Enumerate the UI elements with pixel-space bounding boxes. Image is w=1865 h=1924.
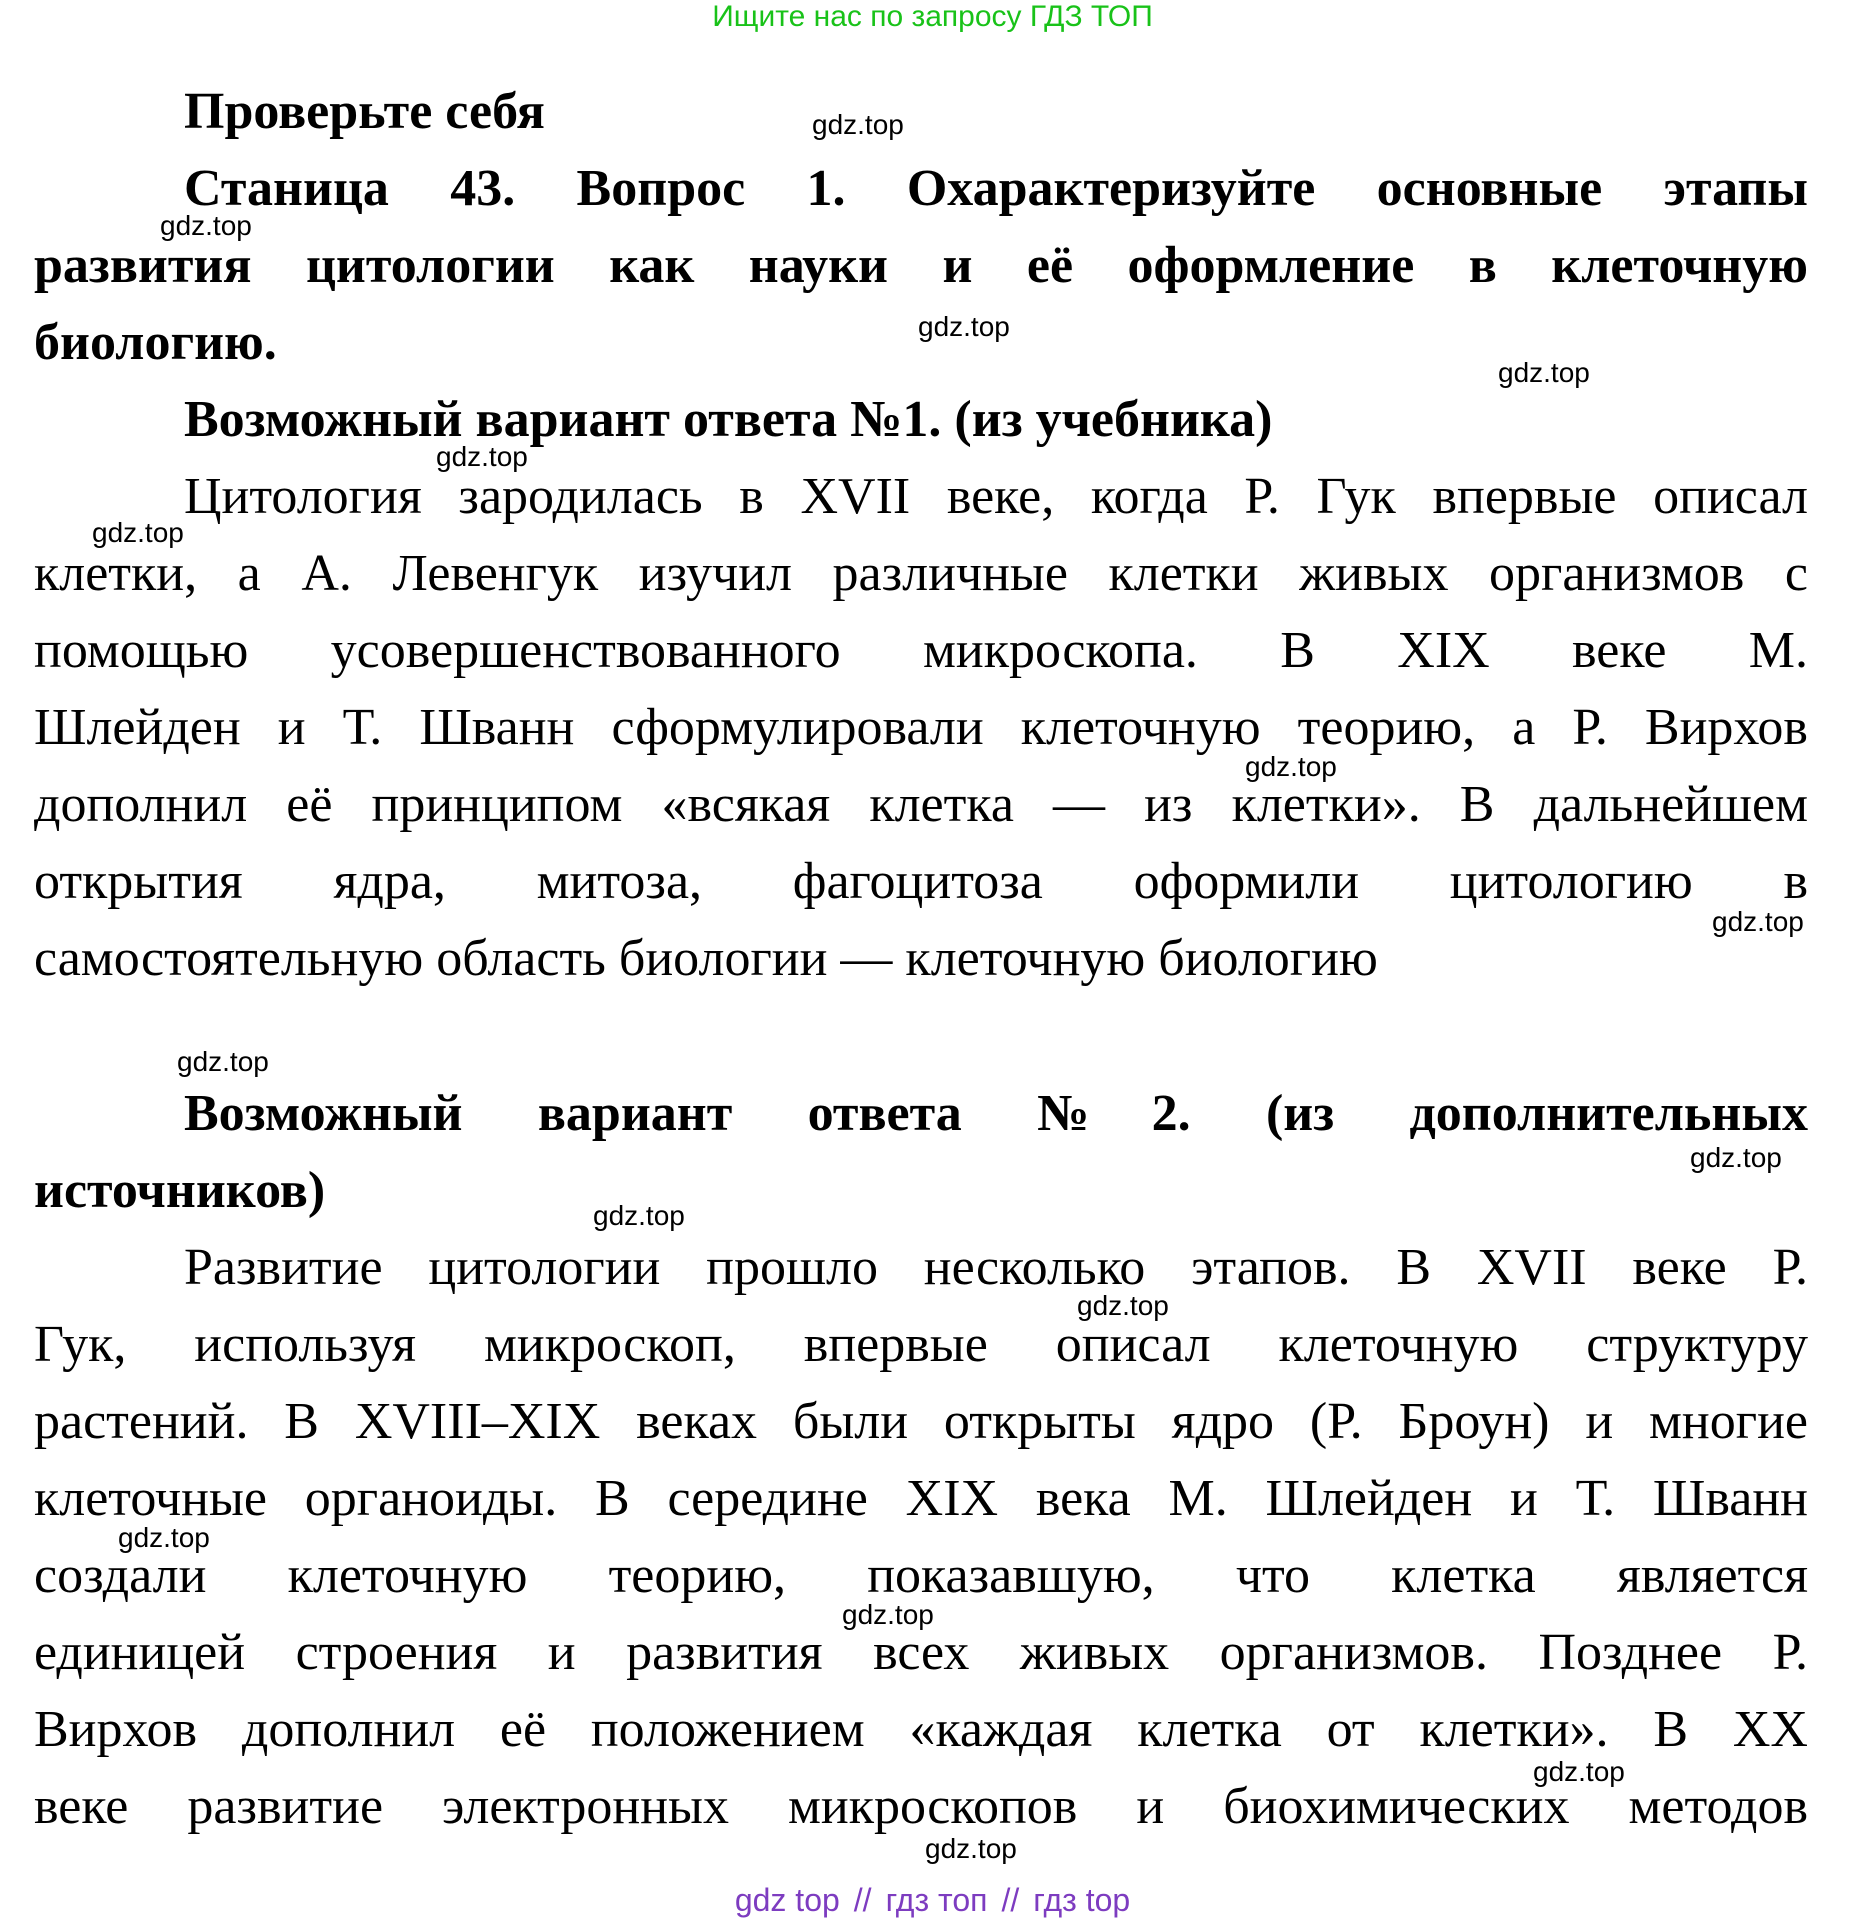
watermark: gdz.top	[436, 441, 528, 472]
question-block	[34, 150, 1808, 381]
watermark: gdz.top	[842, 1599, 934, 1630]
watermark: gdz.top	[1077, 1290, 1169, 1321]
watermark: gdz.top	[918, 311, 1010, 342]
answer-1-line-7: самостоятельную область биологии — клеточную биологию	[34, 930, 1378, 987]
watermark: gdz.top	[812, 109, 904, 140]
watermark: gdz.top	[177, 1046, 269, 1077]
answer-2-title-line-1: Возможный вариант ответа №2. (из дополнительных	[184, 1085, 1808, 1142]
footer-link[interactable]: гдз top	[1033, 1882, 1131, 1918]
answer-2-line-2: Гук, используя микроскоп, впервые описал клеточную структуру	[34, 1316, 1808, 1373]
answer-2-line-7: Вирхов дополнил её положением «каждая клетка от клетки». В XX	[34, 1701, 1808, 1758]
answer-2-block	[34, 1075, 1808, 1845]
question-line-3: биологию.	[34, 314, 277, 371]
answer-1-line-3: помощью усовершенствованного микроскопа. В XIX веке М.	[34, 622, 1808, 679]
watermark: gdz.top	[118, 1522, 210, 1553]
answer-1-block	[34, 381, 1808, 997]
watermark: gdz.top	[1245, 751, 1337, 782]
footer-separator: //	[853, 1882, 872, 1918]
answer-1-line-1: Цитология зародилась в XVII веке, когда Р. Гук впервые описал	[184, 468, 1808, 525]
watermark: gdz.top	[1712, 906, 1804, 937]
answer-1-line-2: клетки, а А. Левенгук изучил различные клетки живых организмов с	[34, 545, 1808, 602]
answer-1-title: Возможный вариант ответа №1. (из учебника)	[184, 391, 1273, 448]
question-line-1: Станица 43. Вопрос 1. Охарактеризуйте основные этапы	[184, 160, 1808, 217]
bottom-banner	[0, 1882, 1865, 1918]
answer-2-line-1: Развитие цитологии прошло несколько этапов. В XVII веке Р.	[184, 1239, 1808, 1296]
watermark: gdz.top	[593, 1200, 685, 1231]
footer-separator: //	[1001, 1882, 1020, 1918]
question-line-2: развития цитологии как науки и её оформление в клеточную	[34, 237, 1808, 294]
answer-2-line-6: единицей строения и развития всех живых организмов. Позднее Р.	[34, 1624, 1808, 1681]
answer-1-line-6: открытия ядра, митоза, фагоцитоза оформили цитологию в	[34, 853, 1808, 910]
answer-2-line-8: веке развитие электронных микроскопов и биохимических методов	[34, 1778, 1808, 1835]
watermark: gdz.top	[1498, 357, 1590, 388]
answer-2-line-5: создали клеточную теорию, показавшую, что клетка является	[34, 1547, 1808, 1604]
answer-2-title-line-2: источников)	[34, 1162, 326, 1219]
answer-1-line-5: дополнил её принципом «всякая клетка — из клетки». В дальнейшем	[34, 776, 1808, 833]
watermark: gdz.top	[160, 210, 252, 241]
watermark: gdz.top	[1690, 1142, 1782, 1173]
answer-2-line-3: растений. В XVIII–XIX веках были открыты ядро (Р. Броун) и многие	[34, 1393, 1808, 1450]
page-heading: Проверьте себя	[184, 83, 545, 140]
section-gap	[34, 997, 1808, 1075]
top-search-banner: Ищите нас по запросу ГДЗ ТОП	[712, 0, 1153, 33]
watermark: gdz.top	[92, 517, 184, 548]
answer-1-line-4: Шлейден и Т. Шванн сформулировали клеточную теорию, а Р. Вирхов	[34, 699, 1808, 756]
watermark: gdz.top	[925, 1833, 1017, 1864]
footer-link[interactable]: gdz top	[734, 1882, 840, 1918]
watermark: gdz.top	[1533, 1756, 1625, 1787]
footer-link[interactable]: гдз топ	[885, 1882, 988, 1918]
answer-2-line-4: клеточные органоиды. В середине XIX века М. Шлейден и Т. Шванн	[34, 1470, 1808, 1527]
